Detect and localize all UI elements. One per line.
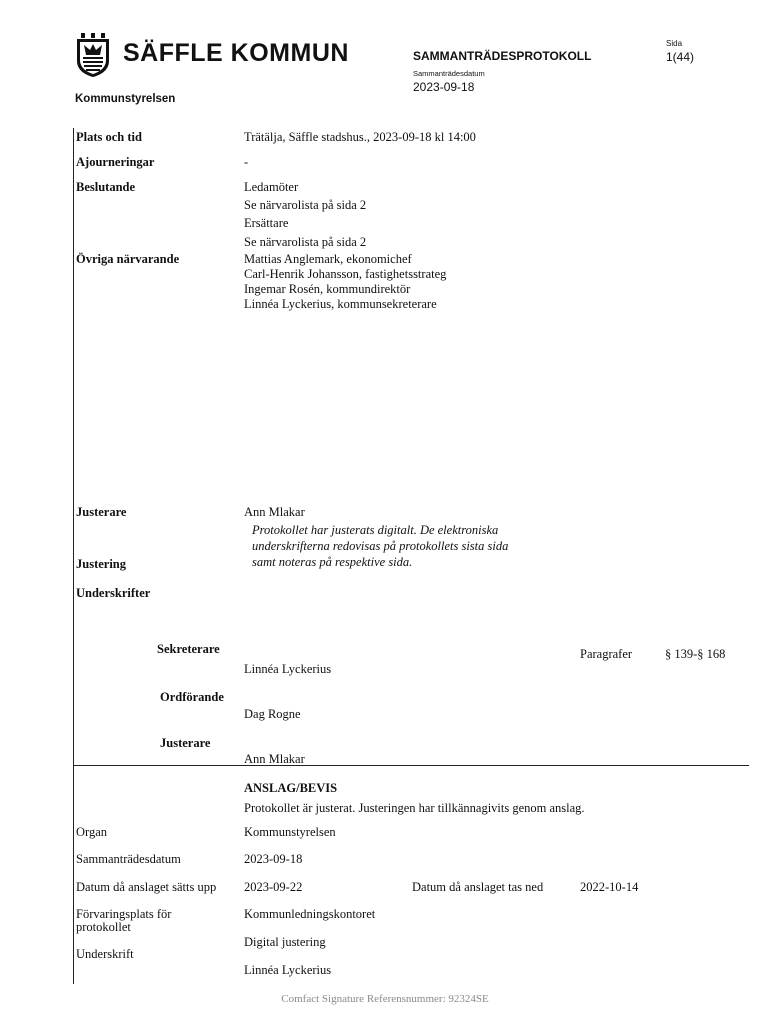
notice-title: ANSLAG/BEVIS — [244, 781, 338, 795]
signatures-label: Underskrifter — [76, 586, 151, 600]
municipality-crest-icon — [75, 33, 111, 77]
storage-label-cont: protokollet — [76, 920, 131, 934]
justering-note-line: underskrifterna redovisas på protokollets sista sida — [252, 539, 509, 553]
adjournments-value: - — [244, 155, 249, 169]
signature-adjuster-name: Ann Mlakar — [244, 752, 305, 766]
justering-note-line: samt noteras på respektive sida. — [252, 555, 413, 569]
deciding-line: Ersättare — [244, 216, 289, 230]
storage-value: Kommunledningskontoret — [244, 907, 376, 921]
chair-label: Ordförande — [160, 690, 224, 704]
section-divider — [73, 765, 749, 766]
paragraphs-label: Paragrafer — [580, 647, 633, 661]
adjuster-label: Justerare — [76, 505, 127, 519]
municipality-name: SÄFFLE KOMMUN — [123, 39, 349, 67]
notice-meeting-date-label: Sammanträdesdatum — [76, 852, 181, 866]
page-number: 1(44) — [666, 50, 695, 64]
storage-label: Förvaringsplats för — [76, 907, 172, 921]
page-label: Sida — [666, 39, 683, 48]
notice-statement: Protokollet är justerat. Justeringen har tillkännagivits genom anslag. — [244, 801, 585, 815]
place-label: Plats och tid — [76, 130, 142, 144]
document-type: SAMMANTRÄDESPROTOKOLL — [413, 49, 592, 63]
meeting-date: 2023-09-18 — [413, 80, 475, 94]
place-value: Trätälja, Säffle stadshus., 2023-09-18 kl 14:00 — [244, 130, 476, 144]
deciding-line: Ledamöter — [244, 180, 299, 194]
organ-label: Organ — [76, 825, 108, 839]
deciding-label: Beslutande — [76, 180, 136, 194]
others-present-line: Linnéa Lyckerius, kommunsekreterare — [244, 297, 437, 311]
adjournments-label: Ajourneringar — [76, 155, 155, 169]
signature-method: Digital justering — [244, 935, 326, 949]
justering-label: Justering — [76, 557, 126, 571]
justering-note-line: Protokollet har justerats digitalt. De elektroniska — [252, 523, 499, 537]
paragraphs-value: § 139-§ 168 — [665, 647, 726, 661]
notice-signature-label: Underskrift — [76, 947, 134, 961]
chair-name: Dag Rogne — [244, 707, 301, 721]
secretary-name: Linnéa Lyckerius — [244, 662, 332, 676]
left-margin-rule — [73, 128, 74, 765]
signature-adjuster-label: Justerare — [160, 736, 211, 750]
left-margin-rule-lower — [73, 766, 74, 984]
posted-date-label: Datum då anslaget sätts upp — [76, 880, 217, 894]
meeting-date-label: Sammanträdesdatum — [413, 69, 485, 78]
deciding-line: Se närvarolista på sida 2 — [244, 198, 367, 212]
others-present-line: Carl-Henrik Johansson, fastighetsstrateg — [244, 267, 447, 281]
posted-date-value: 2023-09-22 — [244, 880, 303, 894]
secretary-label: Sekreterare — [157, 642, 220, 656]
removed-date-label: Datum då anslaget tas ned — [412, 880, 544, 894]
removed-date-value: 2022-10-14 — [580, 880, 639, 894]
organ-value: Kommunstyrelsen — [244, 825, 336, 839]
department-name: Kommunstyrelsen — [75, 93, 176, 105]
others-present-line: Mattias Anglemark, ekonomichef — [244, 252, 412, 266]
others-present-label: Övriga närvarande — [76, 252, 180, 266]
notice-signature-name: Linnéa Lyckerius — [244, 963, 332, 977]
notice-meeting-date-value: 2023-09-18 — [244, 852, 303, 866]
adjuster-value: Ann Mlakar — [244, 505, 305, 519]
signature-reference: Comfact Signature Referensnummer: 92324SE — [281, 993, 489, 1005]
deciding-line: Se närvarolista på sida 2 — [244, 235, 367, 249]
others-present-line: Ingemar Rosén, kommundirektör — [244, 282, 411, 296]
